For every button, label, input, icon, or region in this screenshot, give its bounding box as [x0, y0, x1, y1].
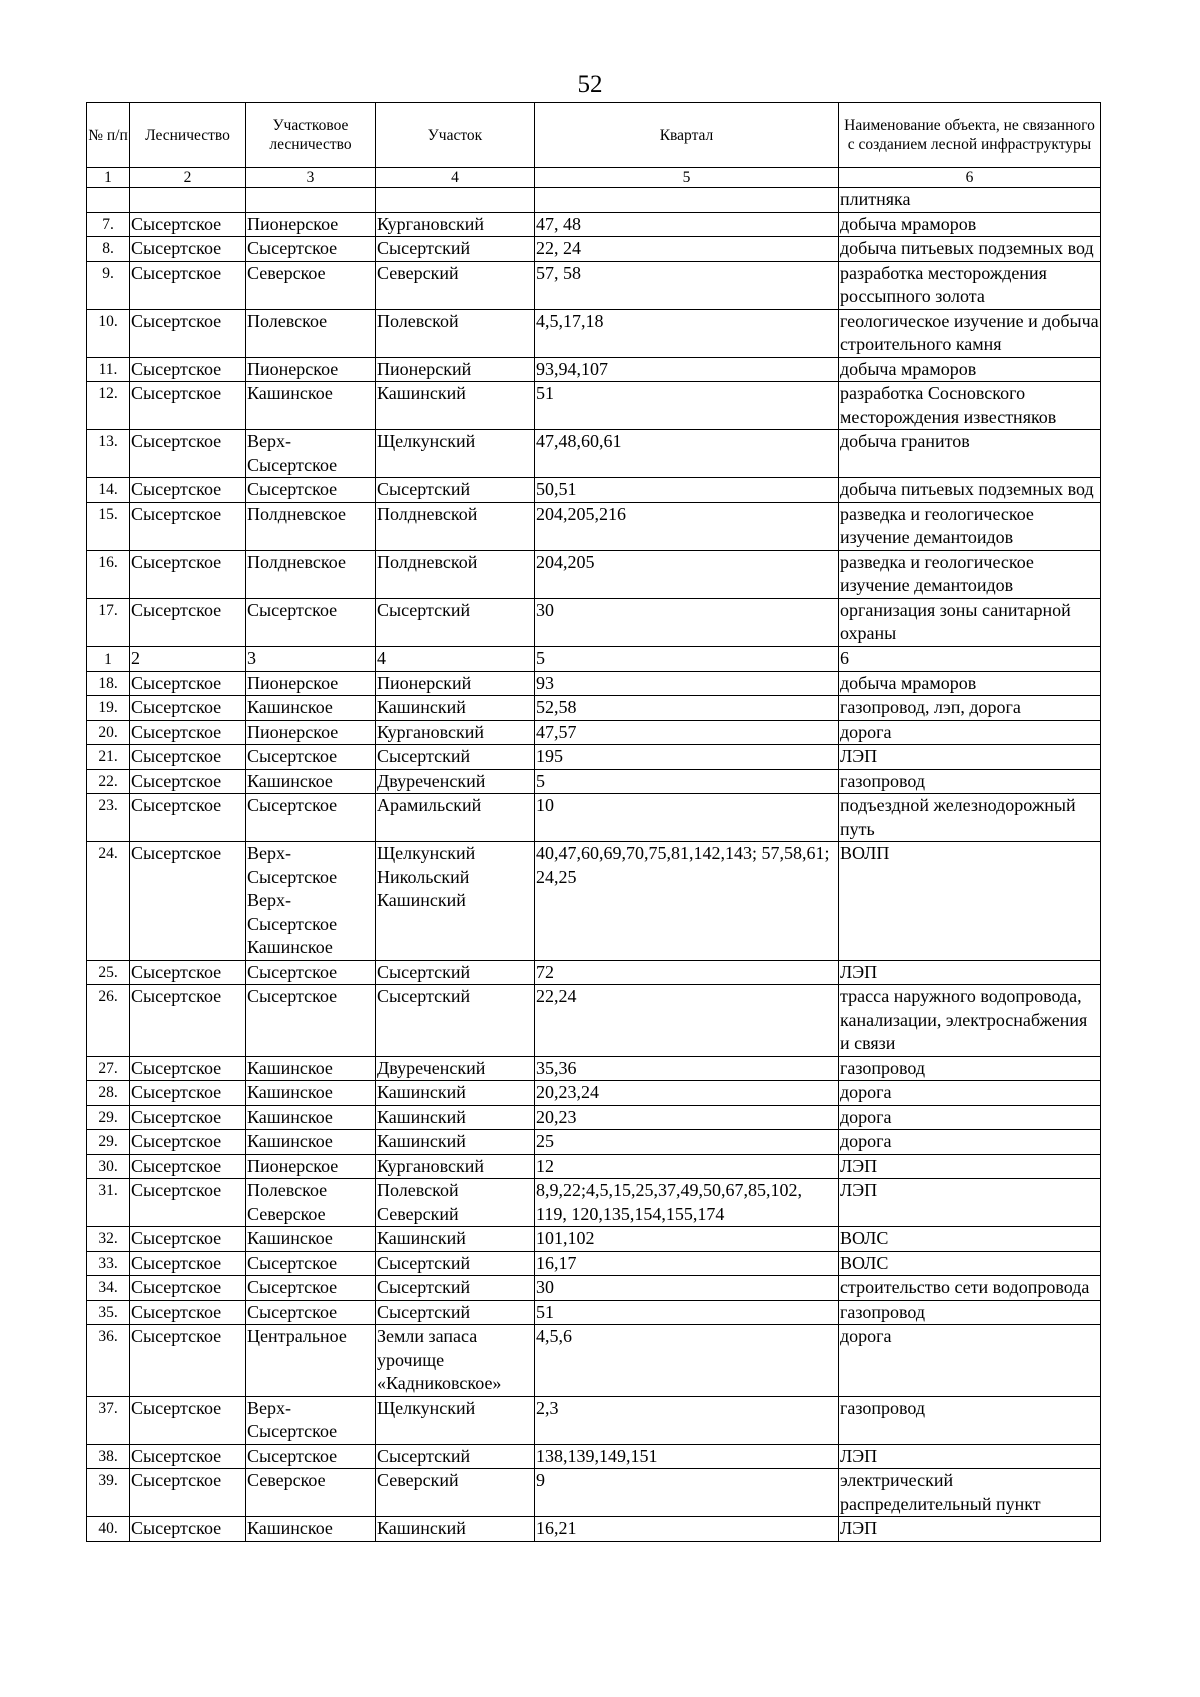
object-name-cell: газопровод	[839, 1396, 1101, 1444]
district-forestry-cell: Сысертское	[246, 985, 376, 1057]
district-forestry-cell: Полевское Северское	[246, 1179, 376, 1227]
object-name-cell: ЛЭП	[839, 1517, 1101, 1542]
plot-cell: Полевской	[376, 309, 535, 357]
table-row	[87, 502, 1101, 550]
forestry-cell: Сысертское	[130, 478, 246, 503]
object-name-cell: подъездной железнодорожный путь	[839, 794, 1101, 842]
forestry-cell: Сысертское	[130, 1300, 246, 1325]
forestry-cell: Сысертское	[130, 1081, 246, 1106]
object-name-cell: разработка Сосновского месторождения известняков	[839, 382, 1101, 430]
quarter-cell: 25	[535, 1130, 839, 1155]
quarter-cell: 20,23	[535, 1105, 839, 1130]
plot-cell	[376, 188, 535, 213]
table-row	[87, 960, 1101, 985]
plot-cell: Сысертский	[376, 237, 535, 262]
forestry-cell: Сысертское	[130, 1251, 246, 1276]
district-forestry-cell: Пионерское	[246, 212, 376, 237]
column-number: 4	[376, 168, 535, 188]
forestry-cell: Сысертское	[130, 985, 246, 1057]
object-name-cell: газопровод, лэп, дорога	[839, 696, 1101, 721]
row-number: 31.	[87, 1179, 130, 1227]
plot-cell: Кургановский	[376, 720, 535, 745]
row-number: 21.	[87, 745, 130, 770]
forestry-cell: Сысертское	[130, 745, 246, 770]
object-name-cell: добыча питьевых подземных вод	[839, 478, 1101, 503]
table-row	[87, 1251, 1101, 1276]
column-number: 6	[839, 646, 1101, 671]
row-number: 38.	[87, 1444, 130, 1469]
district-forestry-cell: Верх-Сысертское	[246, 430, 376, 478]
plot-cell: Сысертский	[376, 598, 535, 646]
quarter-cell: 16,17	[535, 1251, 839, 1276]
row-number: 29.	[87, 1130, 130, 1155]
table-row	[87, 1130, 1101, 1155]
row-number: 7.	[87, 212, 130, 237]
object-name-cell: дорога	[839, 1325, 1101, 1397]
object-name-cell: добыча гранитов	[839, 430, 1101, 478]
column-number-row	[87, 168, 1101, 188]
plot-cell: Двуреченский	[376, 769, 535, 794]
plot-cell: Арамильский	[376, 794, 535, 842]
district-forestry-cell: Сысертское	[246, 478, 376, 503]
district-forestry-cell: Сысертское	[246, 237, 376, 262]
forestry-cell: Сысертское	[130, 237, 246, 262]
table-row	[87, 794, 1101, 842]
table-row	[87, 1081, 1101, 1106]
plot-cell: Сысертский	[376, 1251, 535, 1276]
quarter-cell: 47,57	[535, 720, 839, 745]
row-number: 35.	[87, 1300, 130, 1325]
table-header-row	[87, 103, 1101, 168]
quarter-cell: 12	[535, 1154, 839, 1179]
forestry-cell: Сысертское	[130, 382, 246, 430]
district-forestry-cell: Пионерское	[246, 671, 376, 696]
quarter-cell: 16,21	[535, 1517, 839, 1542]
object-name-cell: добыча мраморов	[839, 671, 1101, 696]
quarter-cell: 195	[535, 745, 839, 770]
district-forestry-cell: Кашинское	[246, 769, 376, 794]
plot-cell: Сысертский	[376, 960, 535, 985]
forestry-cell: Сысертское	[130, 550, 246, 598]
object-name-cell: трасса наружного водопровода, канализации, электроснабжения и связи	[839, 985, 1101, 1057]
plot-cell: Кашинский	[376, 1081, 535, 1106]
row-number: 20.	[87, 720, 130, 745]
object-name-cell: ВОЛС	[839, 1251, 1101, 1276]
table-row	[87, 1154, 1101, 1179]
column-number: 5	[535, 646, 839, 671]
row-number: 28.	[87, 1081, 130, 1106]
object-name-cell: газопровод	[839, 769, 1101, 794]
table-row	[87, 1469, 1101, 1517]
object-name-cell: ЛЭП	[839, 960, 1101, 985]
plot-cell: Кашинский	[376, 382, 535, 430]
district-forestry-cell: Сысертское	[246, 1300, 376, 1325]
page-number: 52	[577, 71, 603, 98]
district-forestry-cell: Северское	[246, 261, 376, 309]
object-name-cell: разведка и геологическое изучение демантоидов	[839, 502, 1101, 550]
header-forestry: Лесничество	[130, 103, 246, 168]
quarter-cell: 20,23,24	[535, 1081, 839, 1106]
plot-cell: Пионерский	[376, 671, 535, 696]
quarter-cell: 10	[535, 794, 839, 842]
forestry-cell: Сысертское	[130, 696, 246, 721]
forestry-cell: Сысертское	[130, 720, 246, 745]
quarter-cell: 204,205	[535, 550, 839, 598]
district-forestry-cell: Центральное	[246, 1325, 376, 1397]
repeat-column-number-row	[87, 646, 1101, 671]
column-number: 2	[130, 646, 246, 671]
object-name-cell: дорога	[839, 1130, 1101, 1155]
quarter-cell: 93,94,107	[535, 357, 839, 382]
district-forestry-cell: Северское	[246, 1469, 376, 1517]
quarter-cell: 204,205,216	[535, 502, 839, 550]
plot-cell: Земли запаса урочище «Кадниковское»	[376, 1325, 535, 1397]
forestry-cell: Сысертское	[130, 1105, 246, 1130]
quarter-cell: 9	[535, 1469, 839, 1517]
district-forestry-cell: Полдневское	[246, 502, 376, 550]
object-name-cell: организация зоны санитарной охраны	[839, 598, 1101, 646]
object-name-cell: ЛЭП	[839, 1154, 1101, 1179]
quarter-cell: 52,58	[535, 696, 839, 721]
row-number: 18.	[87, 671, 130, 696]
object-name-cell: ЛЭП	[839, 745, 1101, 770]
district-forestry-cell: Сысертское	[246, 794, 376, 842]
district-forestry-cell: Пионерское	[246, 720, 376, 745]
plot-cell: Сысертский	[376, 745, 535, 770]
district-forestry-cell: Кашинское	[246, 1130, 376, 1155]
quarter-cell: 4,5,17,18	[535, 309, 839, 357]
row-number: 32.	[87, 1227, 130, 1252]
row-number: 22.	[87, 769, 130, 794]
quarter-cell: 101,102	[535, 1227, 839, 1252]
forestry-cell: Сысертское	[130, 769, 246, 794]
column-number: 6	[839, 168, 1101, 188]
header-object-name: Наименование объекта, не связанного с созданием лесной инфраструктуры	[839, 103, 1101, 168]
table-row	[87, 1227, 1101, 1252]
row-number: 10.	[87, 309, 130, 357]
district-forestry-cell: Пионерское	[246, 1154, 376, 1179]
district-forestry-cell: Верх-Сысертское Верх-Сысертское Кашинское	[246, 842, 376, 961]
row-number: 33.	[87, 1251, 130, 1276]
column-number: 1	[87, 646, 130, 671]
district-forestry-cell: Полевское	[246, 309, 376, 357]
forestry-cell: Сысертское	[130, 1056, 246, 1081]
row-number: 19.	[87, 696, 130, 721]
plot-cell: Сысертский	[376, 985, 535, 1057]
table-body-part-1	[87, 188, 1101, 647]
table-row	[87, 382, 1101, 430]
forestry-cell: Сысертское	[130, 1130, 246, 1155]
table-row	[87, 1396, 1101, 1444]
quarter-cell: 35,36	[535, 1056, 839, 1081]
plot-cell: Кашинский	[376, 1517, 535, 1542]
forestry-cell: Сысертское	[130, 1179, 246, 1227]
quarter-cell: 47,48,60,61	[535, 430, 839, 478]
forestry-cell	[130, 188, 246, 213]
plot-cell: Полевской Северский	[376, 1179, 535, 1227]
district-forestry-cell: Сысертское	[246, 960, 376, 985]
district-forestry-cell: Сысертское	[246, 1276, 376, 1301]
quarter-cell: 72	[535, 960, 839, 985]
row-number: 23.	[87, 794, 130, 842]
district-forestry-cell	[246, 188, 376, 213]
forestry-cell: Сысертское	[130, 212, 246, 237]
plot-cell: Полдневской	[376, 550, 535, 598]
district-forestry-cell: Сысертское	[246, 745, 376, 770]
forestry-cell: Сысертское	[130, 1396, 246, 1444]
table-row	[87, 261, 1101, 309]
forestry-cell: Сысертское	[130, 794, 246, 842]
quarter-cell: 4,5,6	[535, 1325, 839, 1397]
table-row	[87, 1056, 1101, 1081]
forestry-cell: Сысертское	[130, 1444, 246, 1469]
plot-cell: Сысертский	[376, 1276, 535, 1301]
object-name-cell: газопровод	[839, 1056, 1101, 1081]
district-forestry-cell: Пионерское	[246, 357, 376, 382]
quarter-cell: 51	[535, 1300, 839, 1325]
quarter-cell: 138,139,149,151	[535, 1444, 839, 1469]
table-row	[87, 842, 1101, 961]
table-row	[87, 1276, 1101, 1301]
district-forestry-cell: Кашинское	[246, 1056, 376, 1081]
table-row	[87, 1444, 1101, 1469]
forestry-cell: Сысертское	[130, 309, 246, 357]
quarter-cell: 8,9,22;4,5,15,25,37,49,50,67,85,102, 119, 120,135,154,155,174	[535, 1179, 839, 1227]
repeat-header	[87, 646, 1101, 671]
forestry-cell: Сысертское	[130, 960, 246, 985]
row-number: 9.	[87, 261, 130, 309]
plot-cell: Щелкунский	[376, 1396, 535, 1444]
district-forestry-cell: Кашинское	[246, 1227, 376, 1252]
district-forestry-cell: Кашинское	[246, 1105, 376, 1130]
object-name-cell: разработка месторождения россыпного золота	[839, 261, 1101, 309]
quarter-cell: 2,3	[535, 1396, 839, 1444]
forestry-cell: Сысертское	[130, 502, 246, 550]
quarter-cell: 47, 48	[535, 212, 839, 237]
forestry-cell: Сысертское	[130, 430, 246, 478]
district-forestry-cell: Сысертское	[246, 1444, 376, 1469]
row-number	[87, 188, 130, 213]
quarter-cell: 5	[535, 769, 839, 794]
district-forestry-cell: Кашинское	[246, 696, 376, 721]
forestry-cell: Сысертское	[130, 1227, 246, 1252]
object-name-cell: ЛЭП	[839, 1444, 1101, 1469]
object-name-cell: разведка и геологическое изучение демантоидов	[839, 550, 1101, 598]
forestry-cell: Сысертское	[130, 598, 246, 646]
plot-cell: Сысертский	[376, 1300, 535, 1325]
header-plot: Участок	[376, 103, 535, 168]
plot-cell: Северский	[376, 1469, 535, 1517]
row-number: 16.	[87, 550, 130, 598]
table-row	[87, 985, 1101, 1057]
quarter-cell: 40,47,60,69,70,75,81,142,143; 57,58,61; 24,25	[535, 842, 839, 961]
object-name-cell: электрический распределительный пункт	[839, 1469, 1101, 1517]
forestry-cell: Сысертское	[130, 1154, 246, 1179]
object-name-cell: дорога	[839, 720, 1101, 745]
column-number: 1	[87, 168, 130, 188]
row-number: 11.	[87, 357, 130, 382]
table-row	[87, 1179, 1101, 1227]
object-name-cell: дорога	[839, 1081, 1101, 1106]
forest-objects-table	[86, 102, 1101, 1542]
plot-cell: Кашинский	[376, 696, 535, 721]
object-name-cell: ЛЭП	[839, 1179, 1101, 1227]
quarter-cell: 30	[535, 598, 839, 646]
object-name-cell: строительство сети водопровода	[839, 1276, 1101, 1301]
row-number: 25.	[87, 960, 130, 985]
table-row	[87, 237, 1101, 262]
forestry-cell: Сысертское	[130, 357, 246, 382]
plot-cell: Сысертский	[376, 478, 535, 503]
plot-cell: Северский	[376, 261, 535, 309]
object-name-cell: добыча мраморов	[839, 212, 1101, 237]
row-number: 34.	[87, 1276, 130, 1301]
plot-cell: Кашинский	[376, 1105, 535, 1130]
row-number: 26.	[87, 985, 130, 1057]
table-row	[87, 357, 1101, 382]
table-row	[87, 745, 1101, 770]
table-row	[87, 478, 1101, 503]
object-name-cell: добыча питьевых подземных вод	[839, 237, 1101, 262]
plot-cell: Сысертский	[376, 1444, 535, 1469]
plot-cell: Полдневской	[376, 502, 535, 550]
table-row	[87, 598, 1101, 646]
row-number: 29.	[87, 1105, 130, 1130]
table-row	[87, 550, 1101, 598]
object-name-cell: добыча мраморов	[839, 357, 1101, 382]
district-forestry-cell: Кашинское	[246, 1081, 376, 1106]
forestry-cell: Сысертское	[130, 1469, 246, 1517]
column-number: 3	[246, 646, 376, 671]
object-name-cell: геологическое изучение и добыча строительного камня	[839, 309, 1101, 357]
table-row	[87, 309, 1101, 357]
quarter-cell: 30	[535, 1276, 839, 1301]
district-forestry-cell: Сысертское	[246, 1251, 376, 1276]
object-name-cell: плитняка	[839, 188, 1101, 213]
forestry-cell: Сысертское	[130, 842, 246, 961]
table-row	[87, 769, 1101, 794]
row-number: 37.	[87, 1396, 130, 1444]
row-number: 40.	[87, 1517, 130, 1542]
column-number: 4	[376, 646, 535, 671]
table-row	[87, 1325, 1101, 1397]
header-quarter: Квартал	[535, 103, 839, 168]
quarter-cell: 57, 58	[535, 261, 839, 309]
quarter-cell: 22, 24	[535, 237, 839, 262]
row-number: 17.	[87, 598, 130, 646]
table-row	[87, 430, 1101, 478]
row-number: 14.	[87, 478, 130, 503]
forestry-cell: Сысертское	[130, 671, 246, 696]
object-name-cell: газопровод	[839, 1300, 1101, 1325]
table-row	[87, 188, 1101, 213]
table-row	[87, 212, 1101, 237]
header-district-forestry: Участковое лесничество	[246, 103, 376, 168]
plot-cell: Щелкунский Никольский Кашинский	[376, 842, 535, 961]
quarter-cell: 51	[535, 382, 839, 430]
quarter-cell: 50,51	[535, 478, 839, 503]
object-name-cell: ВОЛС	[839, 1227, 1101, 1252]
column-number: 5	[535, 168, 839, 188]
header-number: № п/п	[87, 103, 130, 168]
table-row	[87, 1105, 1101, 1130]
quarter-cell: 93	[535, 671, 839, 696]
row-number: 12.	[87, 382, 130, 430]
forestry-cell: Сысертское	[130, 1517, 246, 1542]
forestry-cell: Сысертское	[130, 1325, 246, 1397]
plot-cell: Пионерский	[376, 357, 535, 382]
table-row	[87, 671, 1101, 696]
column-number: 2	[130, 168, 246, 188]
row-number: 27.	[87, 1056, 130, 1081]
forestry-cell: Сысертское	[130, 1276, 246, 1301]
quarter-cell	[535, 188, 839, 213]
table-body-part-2	[87, 671, 1101, 1541]
table-row	[87, 696, 1101, 721]
object-name-cell: дорога	[839, 1105, 1101, 1130]
table-row	[87, 1300, 1101, 1325]
column-number: 3	[246, 168, 376, 188]
row-number: 8.	[87, 237, 130, 262]
district-forestry-cell: Полдневское	[246, 550, 376, 598]
district-forestry-cell: Кашинское	[246, 382, 376, 430]
plot-cell: Кашинский	[376, 1227, 535, 1252]
forestry-cell: Сысертское	[130, 261, 246, 309]
plot-cell: Щелкунский	[376, 430, 535, 478]
row-number: 24.	[87, 842, 130, 961]
row-number: 36.	[87, 1325, 130, 1397]
row-number: 39.	[87, 1469, 130, 1517]
row-number: 15.	[87, 502, 130, 550]
row-number: 13.	[87, 430, 130, 478]
plot-cell: Кашинский	[376, 1130, 535, 1155]
plot-cell: Кургановский	[376, 212, 535, 237]
district-forestry-cell: Сысертское	[246, 598, 376, 646]
plot-cell: Двуреченский	[376, 1056, 535, 1081]
quarter-cell: 22,24	[535, 985, 839, 1057]
row-number: 30.	[87, 1154, 130, 1179]
plot-cell: Кургановский	[376, 1154, 535, 1179]
district-forestry-cell: Кашинское	[246, 1517, 376, 1542]
object-name-cell: ВОЛП	[839, 842, 1101, 961]
table-row	[87, 720, 1101, 745]
district-forestry-cell: Верх-Сысертское	[246, 1396, 376, 1444]
table-row	[87, 1517, 1101, 1542]
